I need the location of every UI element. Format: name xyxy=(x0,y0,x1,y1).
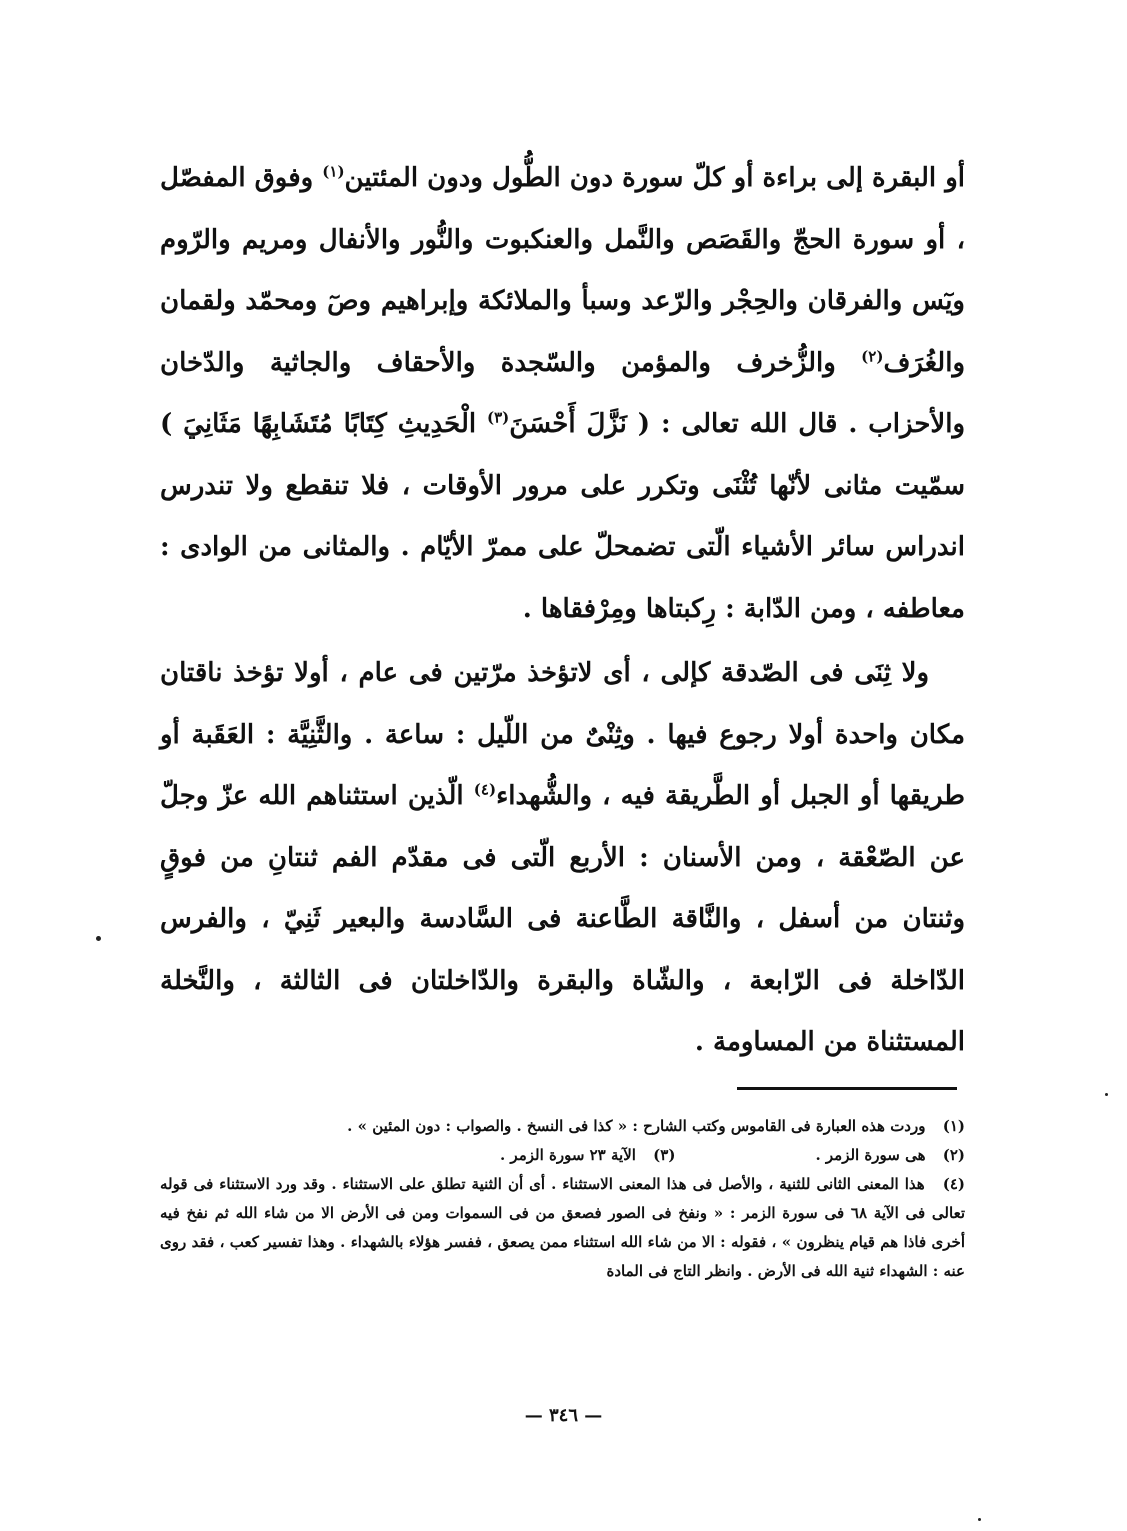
footnote-reference: (٣) xyxy=(487,408,510,427)
footnote-reference: (١) xyxy=(322,162,345,181)
footnote-separator xyxy=(737,1087,957,1090)
footnote-4 xyxy=(160,1170,965,1286)
text-segment: الّذين استثناهم الله عزّ وجلّ عن الصّعْقة ، ومن الأسنان : الأربع الّتى فى مقدّم الفم ثنتانِ من فوقٍ وثنتان من أسفل ، والنَّاقة الطَّاعنة فى السَّادسة والبعير ثَنِيّ ، والفرس الدّاخلة فى الرّابعة ، والشّاة والبقرة والدّاخلتان فى الثالثة ، والنَّخلة المستثناة من المساومة . xyxy=(160,781,965,1057)
footnote-text: هذا المعنى الثانى للثنية ، والأصل فى هذا المعنى الاستثناء . أى أن الثنية تطلق على الاستثناء . وقد ورد الاستثناء فى قوله تعالى فى الآية ٦٨ فى سورة الزمر : « ونفخ فى الصور فصعق من فى السموات ومن فى الأرض الا من شاء الله ثم نفخ فيه أخرى فاذا هم قيام ينظرون » ، فقوله : الا من شاء الله استثناء ممن يصعق ، ففسر هؤلاء بالشهداء . وهذا تفسير كعب ، فقد روى عنه : الشهداء ثنية الله فى الأرض . وانظر التاج فى المادة xyxy=(160,1175,965,1280)
text-segment: وفوق المفصّل ، أو سورة الحجّ والقَصَص والنَّمل والعنكبوت والنُّور والأنفال ومريم والرّوم ويٓس والفرقان والحِجْر والرّعد وسبأ والملائكة وإبراهيم وصٓ ومحمّد ولقمان والغُرَف xyxy=(160,163,965,378)
text-segment: الْحَدِيثِ كِتَابًا مُتَشَابِهًا مَثَانِيَ ) سمّيت مثانى لأنّها تُثْنَى وتكرر على مرور الأوقات ، فلا تنقطع ولا تندرس اندراس سائر الأشياء الّتى تضمحلّ على ممرّ الأيّام . والمثانى من الوادى : معاطفه ، ومن الدّابة : رِكبتاها ومِرْفقاها . xyxy=(160,409,965,624)
page-number: — ٣٤٦ — xyxy=(524,1405,603,1426)
footnote-reference: (٤) xyxy=(473,780,497,799)
footnote-number: (٣) xyxy=(653,1146,676,1164)
footnote-text: الآية ٢٣ سورة الزمر . xyxy=(499,1146,636,1164)
scan-speck xyxy=(96,936,101,941)
paragraph-1 xyxy=(160,148,965,640)
footnote-number: (١) xyxy=(942,1117,965,1135)
footnote-number: (٤) xyxy=(942,1175,965,1193)
text-segment: والزُّخرف والمؤمن والسّجدة والأحقاف والجاثية والدّخان والأحزاب . قال الله تعالى : ( نَزَّلَ أَحْسَنَ xyxy=(160,347,965,439)
scan-speck xyxy=(1105,1093,1108,1096)
footnote-number: (٢) xyxy=(942,1146,965,1164)
footnote-row-2-3 xyxy=(160,1141,965,1170)
text-segment: ولا ثِنَى فى الصّدقة كإلى ، أى لاتؤخذ مرّتين فى عام ، أولا تؤخذ ناقتان مكان واحدة أولا رجوع فيها . وثِنْىٌ من اللّيل : ساعة . والثَّنِيَّة : العَقَبة أو طريقها أو الجبل أو الطَّريقة فيه ، والشُّهداء xyxy=(160,658,965,811)
footnote-1 xyxy=(160,1112,965,1141)
scan-speck xyxy=(978,1518,981,1521)
footnote-reference: (٢) xyxy=(861,346,884,365)
footnotes xyxy=(160,1112,965,1286)
footnote-text: وردت هذه العبارة فى القاموس وكتب الشارح : « كذا فى النسخ . والصواب : دون المئين » . xyxy=(347,1117,926,1135)
footnote-3 xyxy=(500,1141,675,1170)
footnote-2 xyxy=(815,1141,965,1170)
paragraph-2 xyxy=(160,643,965,1074)
text-segment: أو البقرة إلى براءة أو كلّ سورة دون الطُّول ودون المئتين xyxy=(344,163,965,193)
footnote-text: هى سورة الزمر . xyxy=(815,1146,926,1164)
main-text xyxy=(160,148,965,1074)
